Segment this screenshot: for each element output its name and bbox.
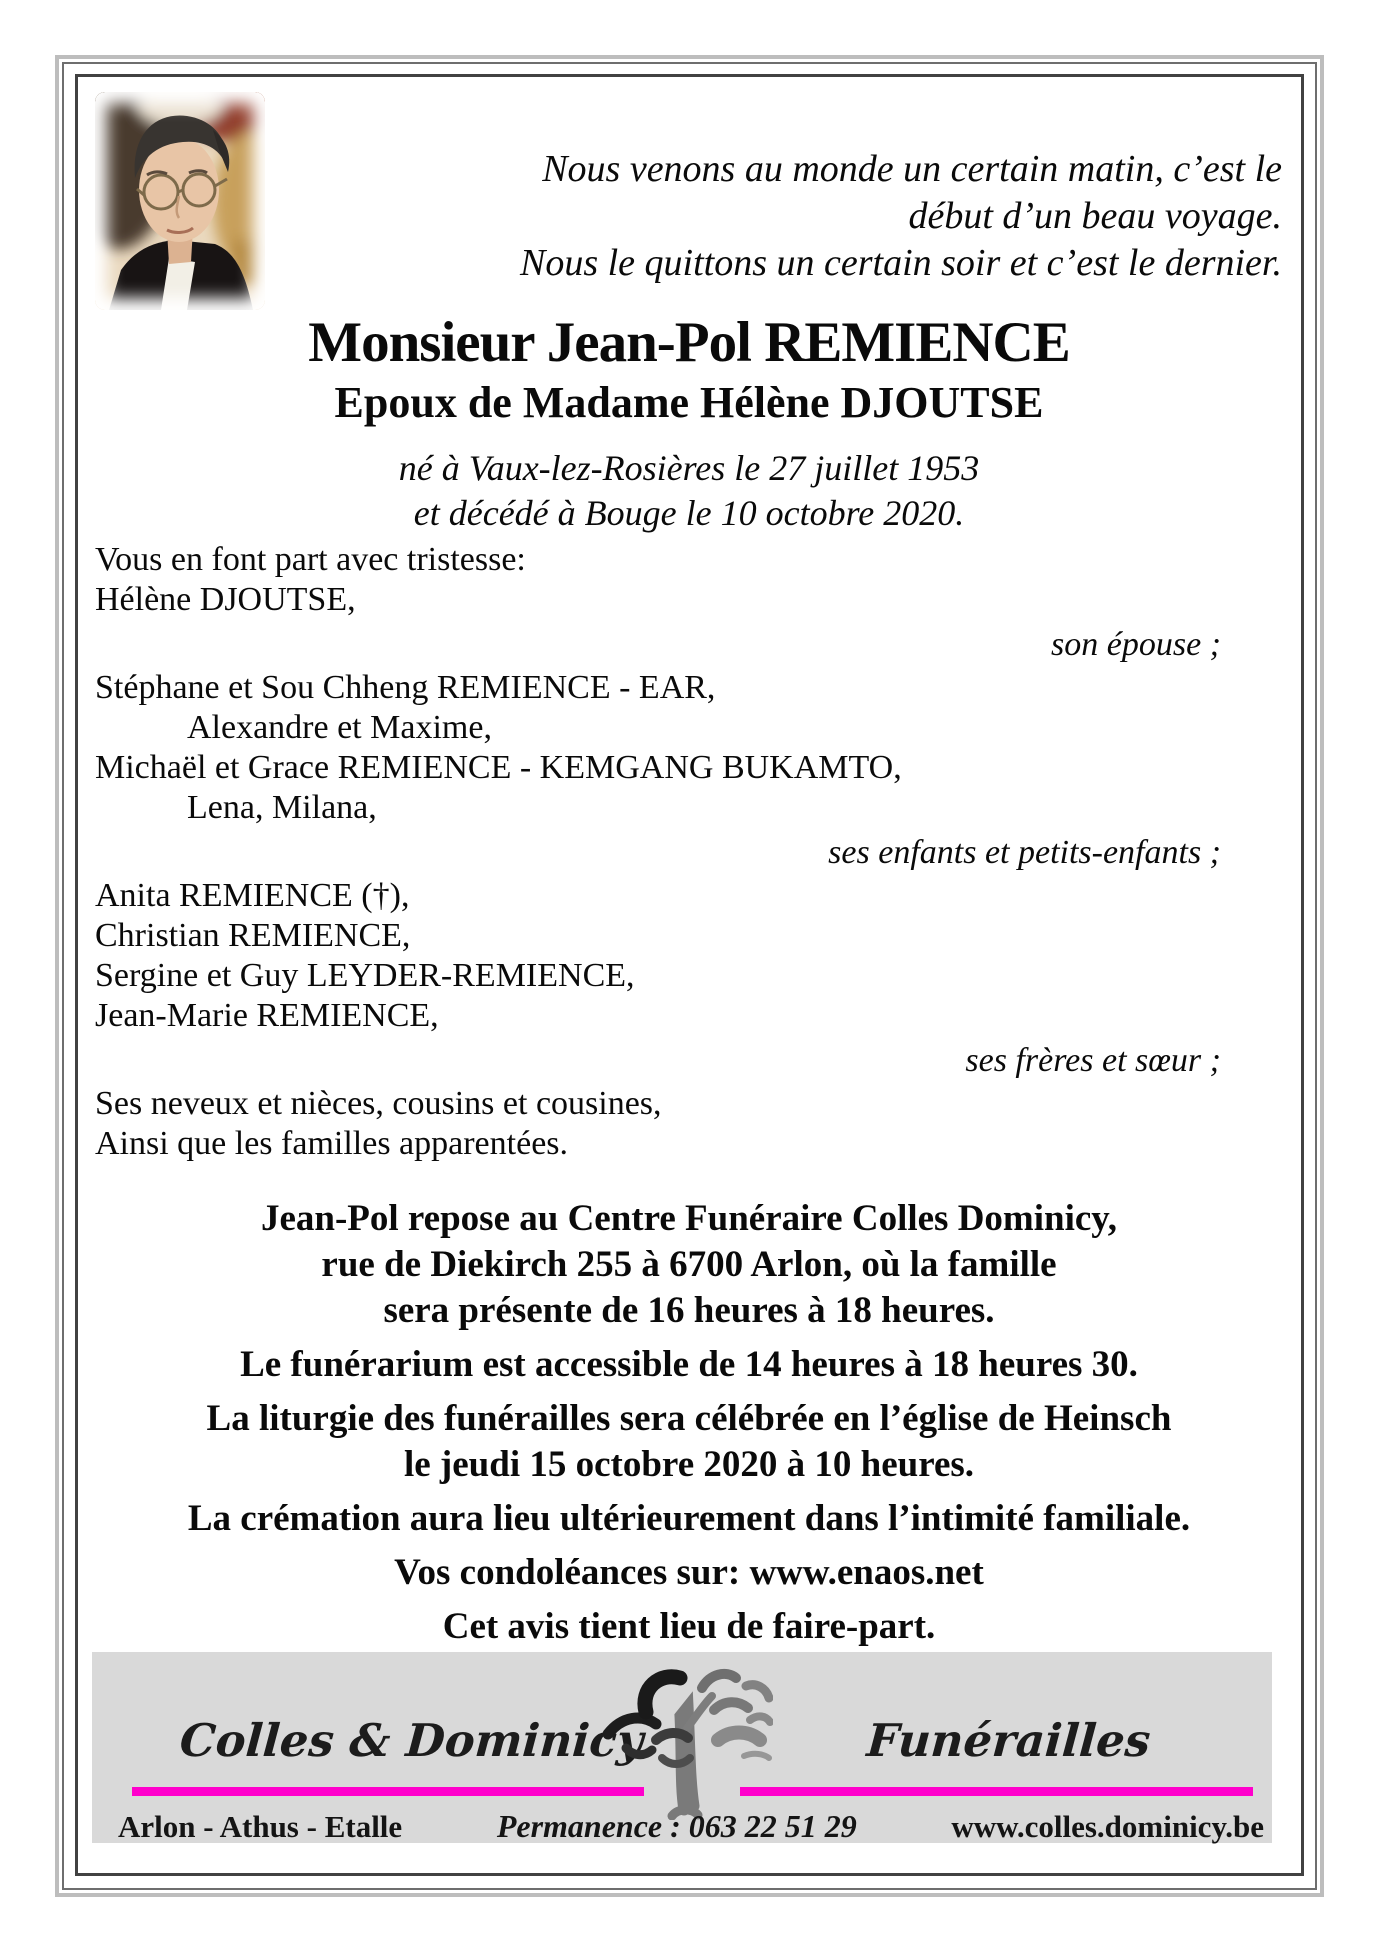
notice-line: La liturgie des funérailles sera célébrée en l’église de Heinsch [206, 1398, 1172, 1439]
relation-label: son épouse ; [1051, 626, 1221, 663]
notice-line: sera présente de 16 heures à 18 heures. [383, 1290, 995, 1331]
notice-paragraph [75, 1604, 1303, 1650]
epigraph-line: Nous venons au monde un certain matin, c’est le [542, 148, 1282, 190]
notice-line: La crémation aura lieu ultérieurement dans l’intimité familiale. [187, 1498, 1191, 1539]
notice-paragraph [75, 1550, 1303, 1596]
family-line: Ses neveux et nièces, cousins et cousines, [95, 1085, 662, 1122]
family-line: Alexandre et Maxime, [187, 709, 492, 746]
life-dates [75, 446, 1303, 536]
relation-label: ses enfants et petits-enfants ; [828, 834, 1221, 871]
family-line: Stéphane et Sou Chheng REMIENCE - EAR, [95, 669, 716, 706]
locations-label: Arlon - Athus - Etalle [118, 1809, 403, 1844]
epigraph [520, 146, 1282, 287]
family-line: Anita REMIENCE (†), [95, 877, 410, 914]
notice-line: Cet avis tient lieu de faire-part. [442, 1606, 936, 1647]
condolences-line: Vos condoléances sur: www.enaos.net [394, 1552, 984, 1593]
family-line: Jean-Marie REMIENCE, [95, 997, 439, 1034]
banner-footer [118, 1808, 1264, 1845]
deceased-name: Monsieur Jean-Pol REMIENCE [308, 311, 1070, 374]
notice-paragraph [75, 1342, 1303, 1388]
family-list [95, 540, 1221, 1164]
website-label: www.colles.dominicy.be [951, 1809, 1264, 1844]
portrait-photo [95, 92, 265, 310]
family-line: Michaël et Grace REMIENCE - KEMGANG BUKAMTO, [95, 749, 902, 786]
accent-line-left [132, 1787, 644, 1796]
family-line: Hélène DJOUTSE, [95, 581, 356, 618]
permanence-label: Permanence : 063 22 51 29 [496, 1808, 857, 1844]
notice-line: Le funérarium est accessible de 14 heures à 18 heures 30. [240, 1344, 1138, 1385]
funeral-home-banner [92, 1652, 1272, 1843]
notice-line: Jean-Pol repose au Centre Funéraire Colles Dominicy, [260, 1198, 1118, 1239]
accent-line-right [740, 1787, 1253, 1796]
notice-paragraph [75, 1196, 1303, 1334]
announcement-intro: Vous en font part avec tristesse: [95, 541, 526, 578]
birth-line: né à Vaux-lez-Rosières le 27 juillet 1953 [398, 448, 980, 488]
portrait-illustration [95, 92, 265, 310]
notice-paragraph [75, 1396, 1303, 1488]
notices [75, 1196, 1303, 1658]
family-line: Sergine et Guy LEYDER-REMIENCE, [95, 957, 635, 994]
epigraph-line: début d’un beau voyage. [908, 195, 1282, 237]
family-line: Ainsi que les familles apparentées. [95, 1125, 569, 1162]
family-line: Lena, Milana, [187, 789, 377, 826]
death-line: et décédé à Bouge le 10 octobre 2020. [413, 493, 965, 533]
family-line: Christian REMIENCE, [95, 917, 411, 954]
funeral-home-name: Colles & Dominicy [178, 1714, 645, 1767]
epigraph-line: Nous le quittons un certain soir et c’est le dernier. [519, 242, 1282, 284]
deceased-relation: Epoux de Madame Hélène DJOUTSE [334, 378, 1044, 427]
notice-line: le jeudi 15 octobre 2020 à 10 heures. [403, 1444, 975, 1485]
relation-label: ses frères et sœur ; [965, 1042, 1221, 1079]
notice-line: rue de Diekirch 255 à 6700 Arlon, où la famille [321, 1244, 1057, 1285]
notice-paragraph [75, 1496, 1303, 1542]
funeral-home-type: Funérailles [865, 1714, 1153, 1767]
